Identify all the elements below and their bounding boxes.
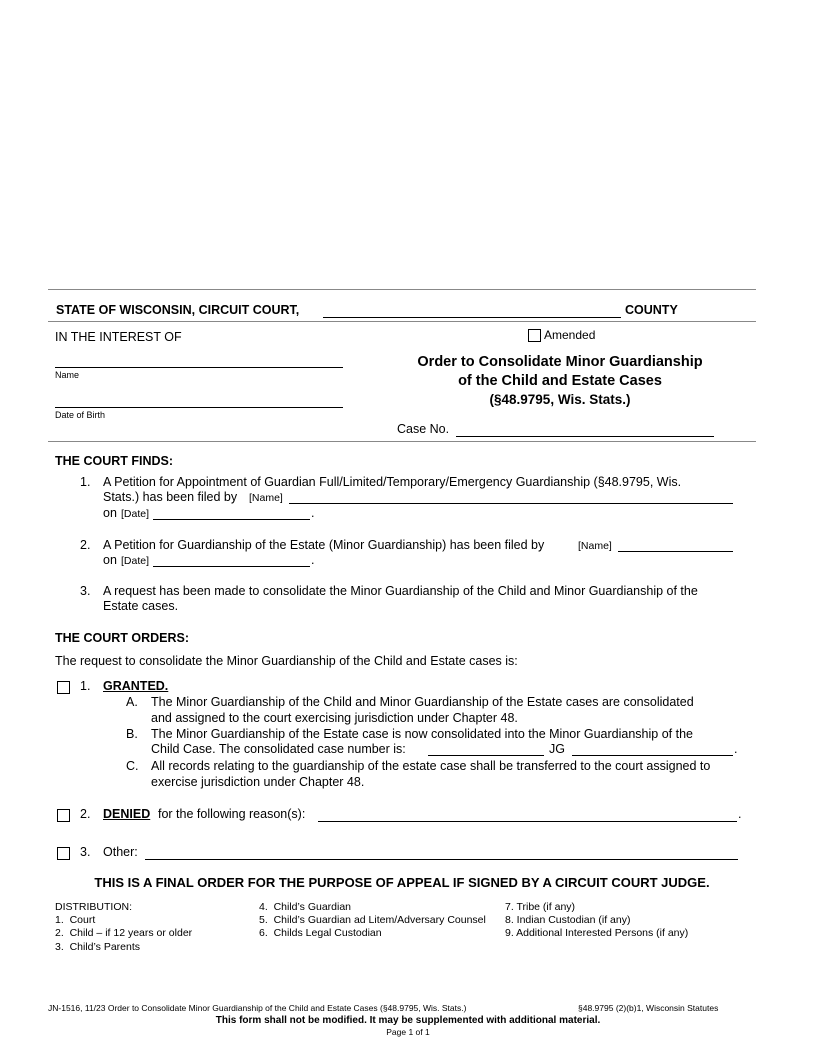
denied-label: DENIED [103, 807, 151, 821]
distribution-item: 7. Tribe (if any) [505, 901, 576, 913]
denied-reason-blank[interactable] [318, 821, 737, 822]
footer-form-id: JN-1516, 11/23 Order to Consolidate Minor Guardianship of the Child and Estate Cases (§48.9795, Wis. Stats.) [48, 1003, 467, 1013]
denied-period: . [738, 807, 742, 821]
finding-2-text: A Petition for Guardianship of the Estate (Minor Guardianship) has been filed by [103, 538, 545, 552]
case-no-label: Case No. [397, 422, 450, 436]
finding-2-on: on [103, 553, 117, 567]
granted-number: 1. [80, 679, 91, 693]
finding-2-number: 2. [80, 538, 91, 552]
granted-checkbox[interactable] [57, 681, 70, 694]
other-checkbox[interactable] [57, 847, 70, 860]
in-interest-of-label: IN THE INTEREST OF [55, 330, 182, 344]
granted-sub-b-line2: Child Case. The consolidated case number is: [151, 742, 406, 756]
finding-1-date-blank[interactable] [153, 519, 310, 520]
final-order-notice: THIS IS A FINAL ORDER FOR THE PURPOSE OF APPEAL IF SIGNED BY A CIRCUIT COURT JUDGE. [94, 875, 710, 890]
granted-sub-b-period: . [734, 742, 738, 756]
granted-sub-a-letter: A. [126, 695, 138, 709]
granted-sub-c-line2: exercise jurisdiction under Chapter 48. [151, 775, 365, 789]
dob-label: Date of Birth [55, 410, 106, 420]
granted-sub-b-letter: B. [126, 727, 138, 741]
jg-label: JG [549, 742, 565, 756]
denied-reason-label: for the following reason(s): [158, 807, 306, 821]
case-no-blank[interactable] [456, 436, 714, 437]
footer-statute: §48.9795 (2)(b)1, Wisconsin Statutes [578, 1003, 719, 1013]
form-title-line2: of the Child and Estate Cases [458, 373, 662, 389]
state-court-label: STATE OF WISCONSIN, CIRCUIT COURT, [56, 303, 300, 317]
denied-checkbox[interactable] [57, 809, 70, 822]
finding-3-number: 3. [80, 584, 91, 598]
name-label: Name [55, 370, 80, 380]
finding-1-text-cont: Stats.) has been filed by [103, 490, 238, 504]
other-number: 3. [80, 845, 91, 859]
granted-sub-c-line1: All records relating to the guardianship of the estate case shall be transferred to the court assigned to [151, 759, 711, 773]
dob-blank[interactable] [55, 407, 343, 408]
finding-3-text: A request has been made to consolidate the Minor Guardianship of the Child and Minor Guardianship of the [103, 584, 698, 598]
form-title-line1: Order to Consolidate Minor Guardianship [417, 354, 703, 370]
finding-2-name-tag: [Name] [578, 540, 612, 552]
caption-bottom-rule [48, 441, 756, 442]
finding-1-date-tag: [Date] [121, 508, 150, 520]
footer-notice: This form shall not be modified. It may be supplemented with additional material. [215, 1015, 601, 1026]
distribution-item: 2. Child – if 12 years or older [55, 927, 193, 939]
header-rule [48, 321, 756, 322]
finding-1-name-tag: [Name] [249, 492, 283, 504]
granted-sub-a-line1: The Minor Guardianship of the Child and Minor Guardianship of the Estate cases are consolidated [151, 695, 694, 709]
finding-2-period: . [311, 553, 315, 567]
finding-1-number: 1. [80, 475, 91, 489]
finding-1-on: on [103, 506, 117, 520]
granted-label: GRANTED. [103, 679, 169, 693]
amended-checkbox[interactable] [528, 329, 541, 342]
other-label: Other: [103, 845, 138, 859]
footer-page-number: Page 1 of 1 [386, 1027, 430, 1037]
distribution-item: 6. Childs Legal Custodian [259, 927, 382, 939]
granted-sub-b-line1: The Minor Guardianship of the Estate case is now consolidated into the Minor Guardianship of the [151, 727, 693, 741]
finding-1-name-blank[interactable] [289, 503, 733, 504]
finding-1-text: A Petition for Appointment of Guardian Full/Limited/Temporary/Emergency Guardianship (§48.9795, Wis. [103, 475, 682, 489]
top-rule [48, 289, 756, 290]
form-title-statute: (§48.9795, Wis. Stats.) [489, 392, 631, 407]
granted-sub-c-letter: C. [126, 759, 139, 773]
granted-sub-a-line2: and assigned to the court exercising jurisdiction under Chapter 48. [151, 711, 518, 725]
distribution-item: 8. Indian Custodian (if any) [505, 914, 631, 926]
denied-number: 2. [80, 807, 91, 821]
distribution-item: 4. Child’s Guardian [259, 901, 352, 913]
distribution-heading: DISTRIBUTION: [55, 901, 133, 913]
other-blank[interactable] [145, 859, 738, 860]
name-blank[interactable] [55, 367, 343, 368]
court-finds-heading: THE COURT FINDS: [55, 454, 174, 468]
distribution-item: 9. Additional Interested Persons (if any) [505, 927, 689, 939]
distribution-item: 3. Child’s Parents [55, 941, 141, 953]
county-blank[interactable] [323, 317, 621, 318]
orders-intro: The request to consolidate the Minor Guardianship of the Child and Estate cases is: [55, 654, 518, 668]
court-orders-heading: THE COURT ORDERS: [55, 631, 190, 645]
finding-3-text-cont: Estate cases. [103, 599, 179, 613]
consolidated-case-blank-2[interactable] [572, 755, 733, 756]
finding-2-date-blank[interactable] [153, 566, 310, 567]
distribution-item: 1. Court [55, 914, 96, 926]
county-label: COUNTY [625, 303, 678, 317]
consolidated-case-blank-1[interactable] [428, 755, 544, 756]
finding-1-period: . [311, 506, 315, 520]
amended-label: Amended [544, 328, 596, 342]
finding-2-name-blank[interactable] [618, 551, 733, 552]
finding-2-date-tag: [Date] [121, 555, 150, 567]
distribution-item: 5. Child’s Guardian ad Litem/Adversary Counsel [259, 914, 486, 926]
